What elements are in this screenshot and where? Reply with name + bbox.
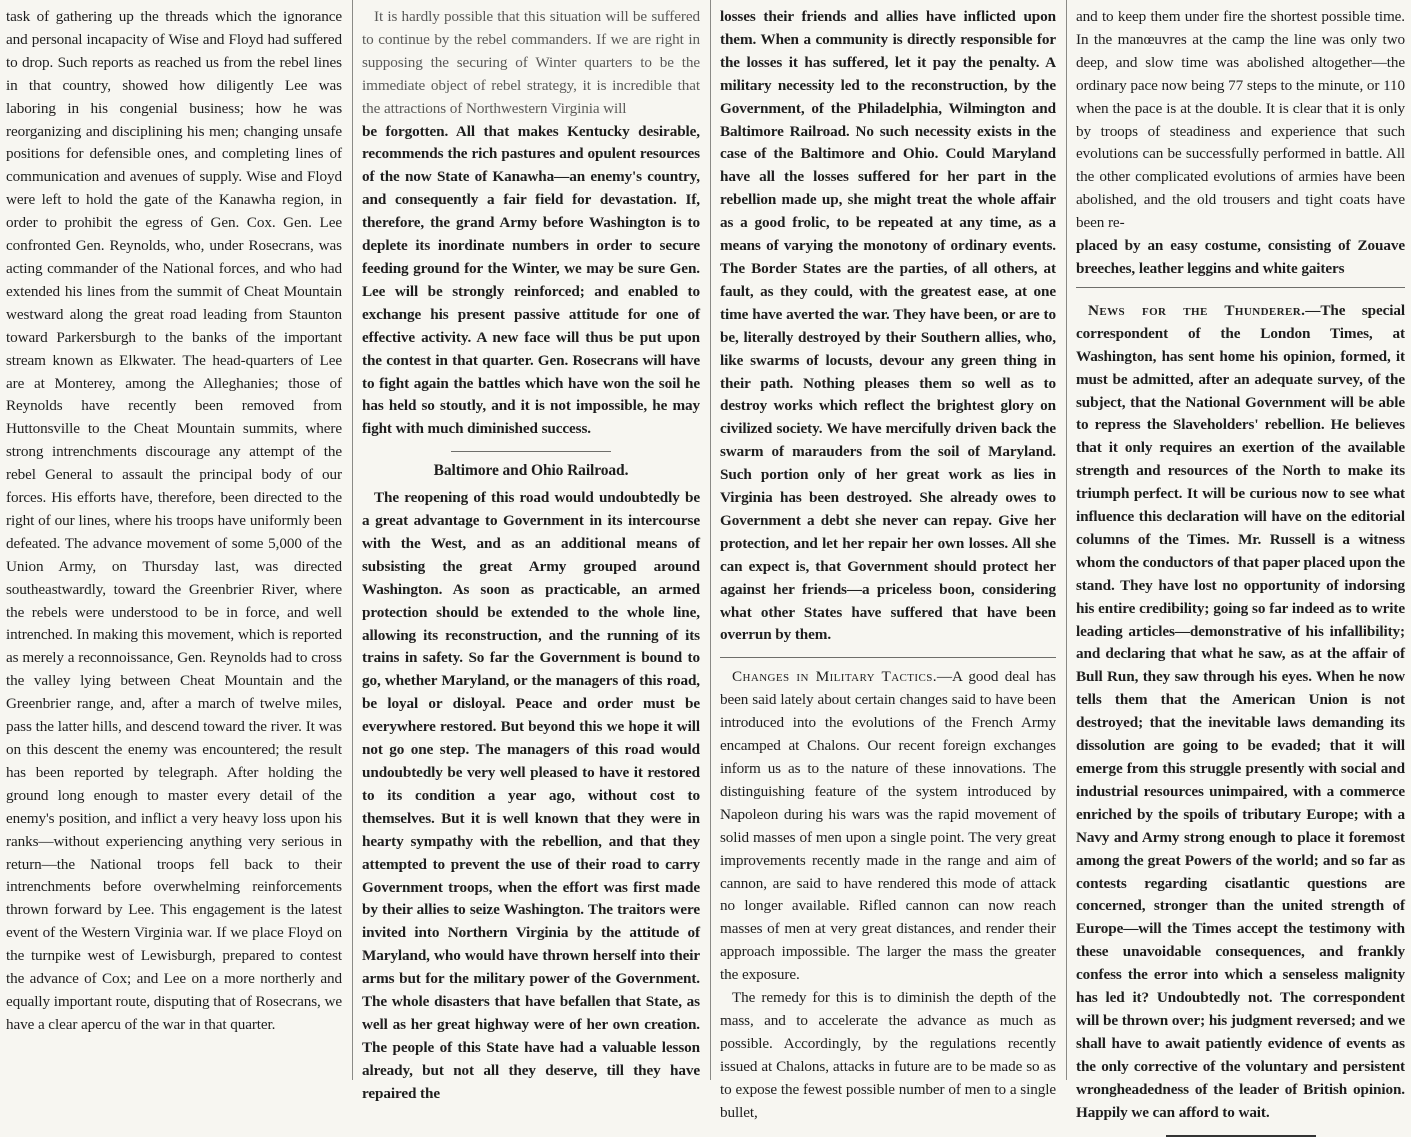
section-divider <box>1076 287 1405 288</box>
column-2-kanawha-text: be forgotten. All that makes Kentucky desirable, recommends the rich pastures and opulent resources of the now State of Kanawha—an enemy's country, and consequently a fair field for devastation. If, therefore, the grand Army before Washington is to deplete its inordinate numbers in order to secure feeding ground for the Winter, we may be sure Gen. Lee will be strongly reinforced; and enabled to exchange his present passive attitude for one of effective activity. A new face will thus be put upon the contest in that quarter. Gen. Rosecrans will have to fight again the battles which have won the soil he has held so stoutly, and it is not impossible, he may fight with much diminished success. <box>362 122 700 438</box>
column-1 <box>0 0 348 1080</box>
railroad-article-body: The reopening of this road would undoubtedly be a great advantage to Government in its intercourse with the West, and as an additional means of subsisting the great Army grouped around Washington. As soon as practicable, an armed protection should be extended to the whole line, allowing its reconstruction, and the running of its trains in safety. So far the Government is bound to go, whether Maryland, or the managers of this road, be loyal or disloyal. Peace and order must be everywhere restored. But beyond this we hope it will not go one step. The managers of this road would undoubtedly be very well pleased to have it restored to its condition a year ago, without cost to themselves. But it is well known that they were in hearty sympathy with the rebellion, and that they attempted to prevent the use of their road to carry Government troops, when the effort was first made by their allies to seize Washington. The traitors were invited into Northern Virginia by the attitude of Maryland, who would have thrown herself into their arms but for the military power of the Government. The whole disasters that have befallen that State, as well as her great highway were of her own creation. The people of this State have had a valuable lesson already, but not all they deserve, till they have repaired the <box>362 489 700 1102</box>
column-2-faded-text: It is hardly possible that this situation will be suffered to continue by the rebel commanders. If we are right in supposing the securing of Winter quarters to be the immediate object of rebel strategy, it is incredible that the attractions of Northwestern Virginia will <box>362 8 700 117</box>
news-article-body: —The special correspondent of the London Times, at Washington, has sent home his opinion, formed, it must be admitted, after an adequate survey, of the subject, that the National Government will be able to repress the Slaveholders' rebellion. He believes that it only requires an exertion of the available strength and resources of the North to make its triumph perfect. It will be curious now to see what influence this declaration will have on the editorial columns of the Times. Mr. Russell is a witness whom the conductors of that paper placed upon the stand. They have lost no opportunity of indorsing his entire credibility; going so far indeed as to write leading articles—demonstrative of his infallibility; and declaring that what he saw, as at the affair of Bull Run, they saw through his eyes. When he now tells them that the American Union is not destroyed; that the inevitable laws demanding its dissolution are going to be evaded; that it will emerge from this struggle presently with social and industrial resources unimpaired, with a commerce enriched by the spoils of tributary Europe; with a Navy and Army strong enough to place it foremost among the great Powers of the world; and so far as contests regarding cisatlantic questions are concerned, stronger than the united strength of Europe—will the Times accept the testimony with these unavoidable consequences, and frankly confess the error into which a senseless malignity has led it? Undoubtedly not. The correspondent will be thrown over; his judgment reversed; and we shall have to await patiently evidence of events as the only corrective of the voluntary and persistent wrongheadedness of the leader of British opinion. Happily we can afford to wait. <box>1076 301 1405 1121</box>
column-divider <box>710 0 711 1080</box>
section-divider <box>451 451 611 452</box>
tactics-article-continued: and to keep them under fire the shortest possible time. In the manœuvres at the camp the line was only two deep, and slow time was abolished altogether—the ordinary pace now being 77 steps to the minute, or 110 when the pace is at the double. It is clear that it is only by troops of steadiness and experience that such evolutions can be successfully performed in battle. All the other complicated evolutions of armies have been abolished, and the old trousers and tight coats have been re- <box>1076 8 1405 232</box>
column-divider <box>1066 0 1067 1080</box>
column-3 <box>714 0 1062 1121</box>
section-divider <box>720 657 1056 658</box>
tactics-article-head: Changes in Military Tactics. <box>732 668 937 686</box>
column-4 <box>1070 0 1411 1121</box>
tactics-article-end: placed by an easy costume, consisting of Zouave breeches, leather leggins and white gaiters <box>1076 237 1405 277</box>
column-1-text: task of gathering up the threads which the ignorance and personal incapacity of Wise and Floyd had suffered to drop. Such reports as reached us from the rebel lines in that country, showed how diligently Lee was laboring in his congenial business; how he was reorganizing and disciplining his men; changing unsafe positions for defensible ones, and completing lines of communication and avenues of supply. Wise and Floyd were left to hold the gate of the Kanawha region, in order to prohibit the egress of Gen. Cox. Gen. Lee confronted Gen. Reynolds, who, under Rosecrans, was acting commander of the National forces, and who had extended his lines from the summit of Cheat Mountain westward along the great road leading from Staunton toward Parkersburgh to the banks of the important stream known as Elkwater. The head-quarters of Lee are at Monterey, among the Alleghanies; those of Reynolds have recently been removed from Huttonsville to the Cheat Mountain summits, where strong intrenchments discourage any attempt of the rebel General to assault the principal body of our forces. His efforts have, therefore, been directed to the right of our lines, where his troops have uniformly been defeated. The advance movement of some 5,000 of the Union Army, on Thursday last, was directed southeastwardly, toward the Greenbrier River, where the rebels were understood to be in force, and well intrenched. In making this movement, which is reported as merely a reconnoissance, Gen. Reynolds had to cross the valley lying between Cheat Mountain and the Greenbrier range, and, after a march of twelve miles, pass the latter hills, and descend toward the river. It was on this descent the enemy was encountered; the result has been reported by telegraph. After holding the ground long enough to master every detail of the enemy's position, and inflict a very heavy loss upon his ranks—without experiencing anything very serious in return—the National troops fell back to their intrenchments before overwhelming reinforcements thrown forward by Lee. This engagement is the latest event of the Western Virginia war. If we place Floyd on the turnpike west of Lewisburgh, prepared to contest the advance of Cox; and Lee on a more northerly and equally important route, disputing that of Rosecrans, we have a clear apercu of the war in that quarter. <box>6 8 342 1033</box>
end-rule <box>1166 1135 1316 1137</box>
railroad-article-continued: losses their friends and allies have inflicted upon them. When a community is directly responsible for the losses it has suffered, let it pay the penalty. A military necessity led to the reconstruction, by the Government, of the Philadelphia, Wilmington and Baltimore Railroad. No such necessity exists in the case of the Baltimore and Ohio. Could Maryland have all the losses suffered for her part in the rebellion made up, she might treat the whole affair as a good frolic, to be repeated at any time, as a means of varying the monotony of ordinary events. The Border States are the parties, of all others, at fault, as they could, with the greatest ease, at one time have averted the war. They have been, or are to be, literally destroyed by their Southern allies, who, like swarms of locusts, devour any green thing in their path. Nothing pleases them so well as to destroy works which reflect the brightest glory on civilized society. We have mercifully driven back the swarm of marauders from the soil of Maryland. Such portion only of her great work as lies in Virginia has been destroyed. She already owes to Government a debt she never can repay. Give her protection, and let her repair her own losses. All she can expect is, that Government should protect her against her friends—a priceless boon, considering what other States have suffered that have been overrun by them. <box>720 8 1056 644</box>
column-2 <box>356 0 706 1102</box>
article-headline: Baltimore and Ohio Railroad. <box>433 462 629 480</box>
tactics-article-body: —A good deal has been said lately about certain changes said to have been introduced into the evolutions of the French Army encamped at Chalons. Our recent foreign exchanges inform us as to the nature of these innovations. The distinguishing feature of the system introduced by Napoleon during his wars was the rapid movement of solid masses of men upon a single point. The very great improvements recently made in the range and aim of cannon, are said to have rendered this mode of attack no longer available. Rifled cannon can now reach masses of men at very great distances, and render their approach impossible. The larger the mass the greater the exposure. <box>720 668 1056 984</box>
column-divider <box>352 0 353 1080</box>
tactics-article-body-2: The remedy for this is to diminish the depth of the mass, and to accelerate the advance as much as possible. Accordingly, by the regulations recently issued at Chalons, attacks in future are to be made so as to expose the fewest possible number of men to a single bullet, <box>720 989 1056 1121</box>
news-article-head: News for the Thunderer. <box>1088 301 1306 319</box>
